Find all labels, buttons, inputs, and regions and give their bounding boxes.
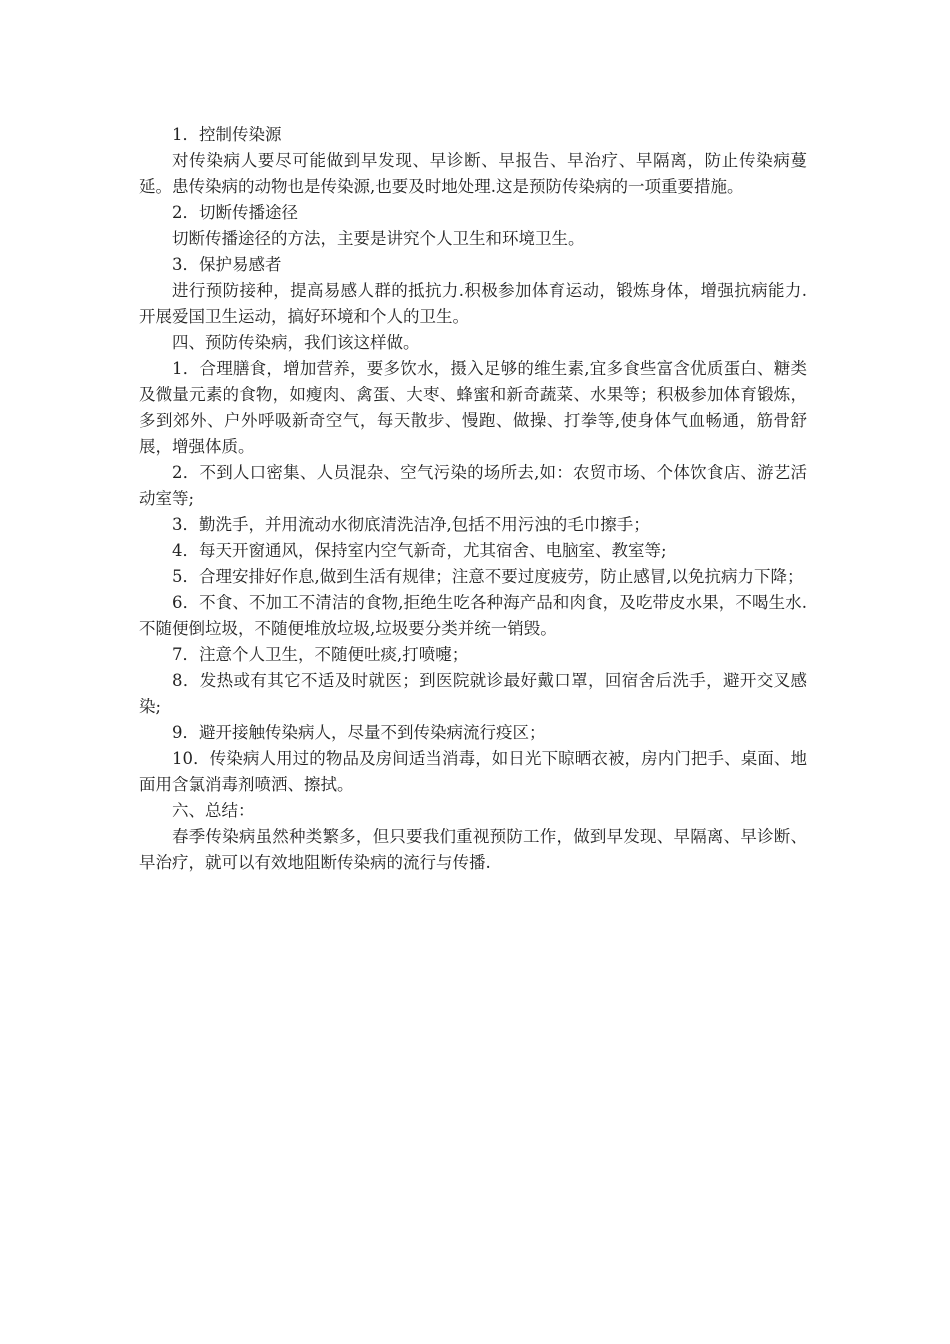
list-item-6: 6．不食、不加工不清洁的食物,拒绝生吃各种海产品和肉食，及吃带皮水果，不喝生水.不随便倒垃圾，不随便堆放垃圾,垃圾要分类并统一销毁。 (139, 593, 807, 638)
list-item-7: 7．注意个人卫生，不随便吐痰,打喷嚏； (172, 645, 469, 664)
heading-summary: 六、总结： (172, 801, 255, 820)
heading-cut-transmission: 2．切断传播途径 (172, 203, 298, 222)
list-item-8: 8．发热或有其它不适及时就医；到医院就诊最好戴口罩，回宿舍后洗手，避开交叉感染; (139, 671, 807, 716)
list-item-9: 9．避开接触传染病人，尽量不到传染病流行疫区； (172, 723, 546, 742)
list-item-3: 3．勤洗手，并用流动水彻底清洗洁净,包括不用污浊的毛巾擦手； (172, 515, 650, 534)
list-item-2: 2．不到人口密集、人员混杂、空气污染的场所去,如：农贸市场、个体饮食店、游艺活动室等; (139, 463, 807, 508)
document-page (139, 122, 807, 876)
list-item-10: 10．传染病人用过的物品及房间适当消毒，如日光下晾晒衣被，房内门把手、桌面、地面用含氯消毒剂喷洒、擦拭。 (139, 749, 807, 794)
list-item-4: 4．每天开窗通风，保持室内空气新奇，尤其宿舍、电脑室、教室等; (172, 541, 667, 560)
list-item-1: 1．合理膳食，增加营养，要多饮水，摄入足够的维生素,宜多食些富含优质蛋白、糖类及微量元素的食物，如瘦肉、禽蛋、大枣、蜂蜜和新奇蔬菜、水果等；积极参加体育锻炼，多到郊外、户外呼吸新奇空气，每天散步、慢跑、做操、打拳等,使身体气血畅通，筋骨舒展，增强体质。 (139, 359, 807, 456)
paragraph-control-source: 对传染病人要尽可能做到早发现、早诊断、早报告、早治疗、早隔离，防止传染病蔓延。患传染病的动物也是传染源,也要及时地处理.这是预防传染病的一项重要措施。 (139, 151, 807, 196)
list-item-5: 5．合理安排好作息,做到生活有规律；注意不要过度疲劳，防止感冒,以免抗病力下降； (172, 567, 804, 586)
paragraph-protect-susceptible: 进行预防接种，提高易感人群的抵抗力.积极参加体育运动，锻炼身体，增强抗病能力.开展爱国卫生运动，搞好环境和个人的卫生。 (139, 281, 807, 326)
heading-section-four: 四、预防传染病，我们该这样做。 (172, 333, 420, 352)
paragraph-cut-transmission: 切断传播途径的方法，主要是讲究个人卫生和环境卫生。 (172, 229, 585, 248)
paragraph-summary: 春季传染病虽然种类繁多，但只要我们重视预防工作，做到早发现、早隔离、早诊断、早治疗，就可以有效地阻断传染病的流行与传播. (139, 827, 807, 872)
heading-protect-susceptible: 3．保护易感者 (172, 255, 282, 274)
heading-control-source: 1．控制传染源 (172, 125, 282, 144)
